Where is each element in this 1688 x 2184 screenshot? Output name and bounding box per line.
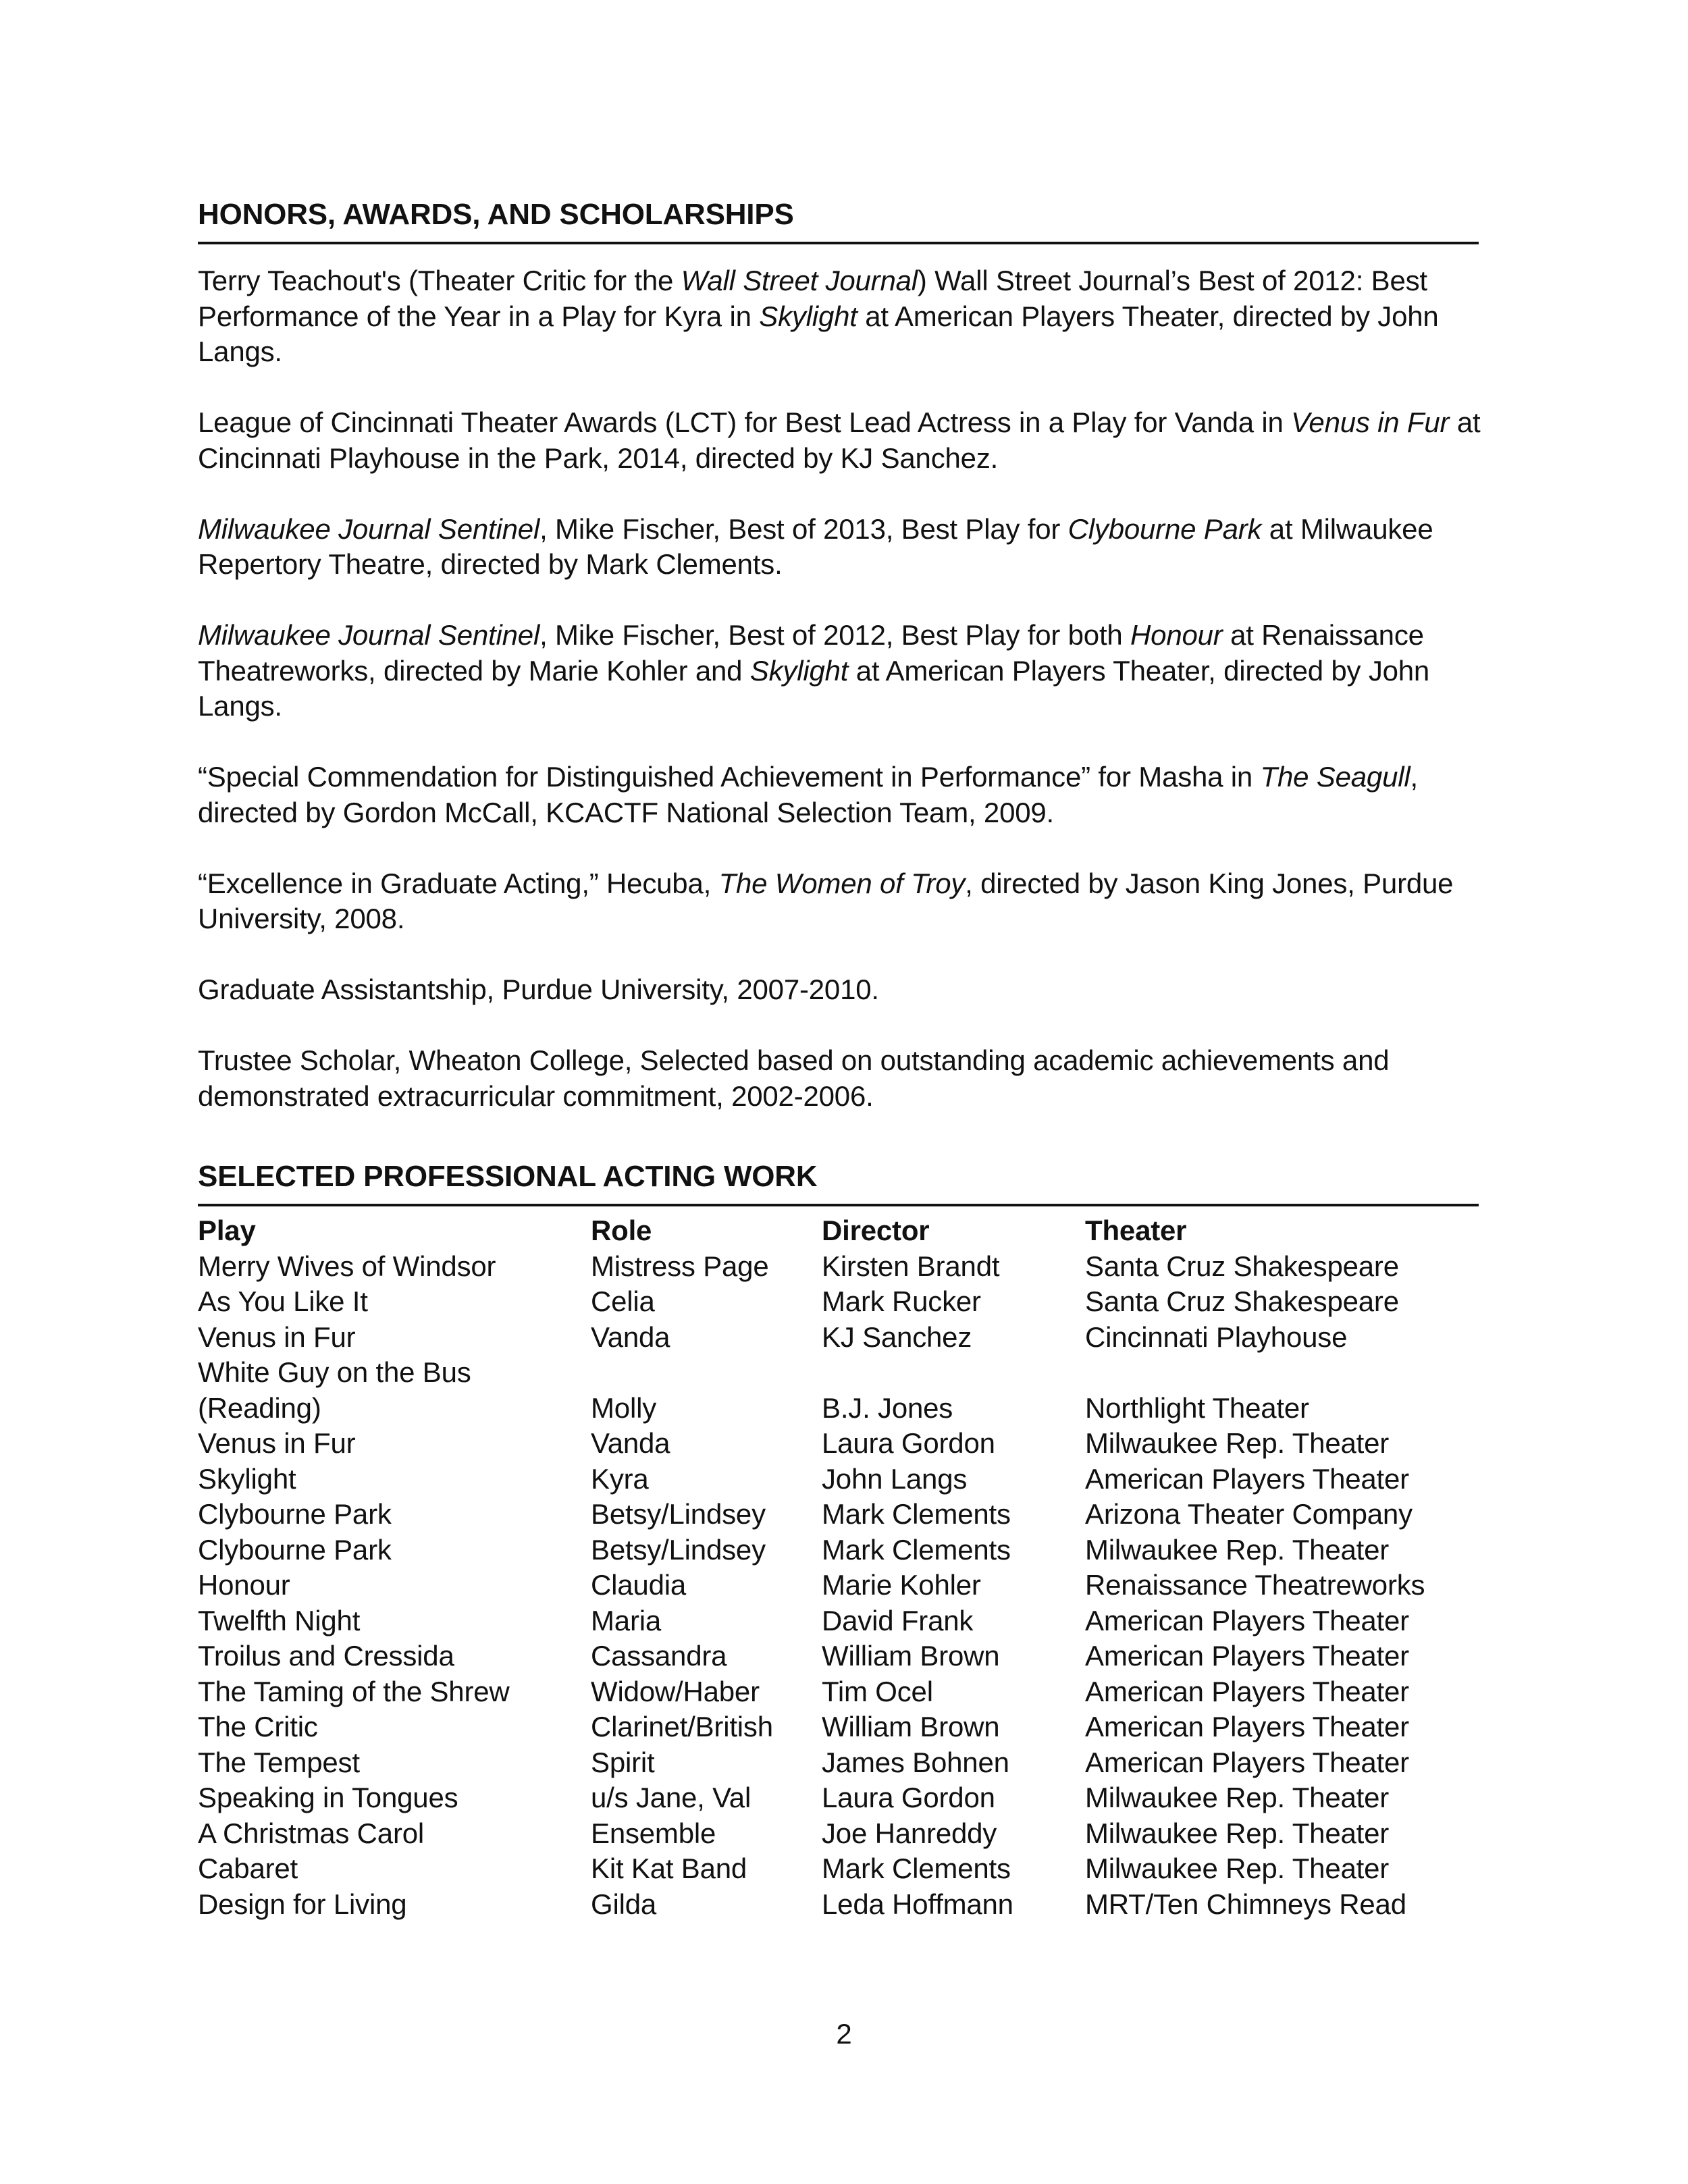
cell-director: KJ Sanchez — [822, 1321, 972, 1353]
cell-theater — [1085, 1355, 1481, 1391]
acting-table — [198, 1213, 1481, 1922]
cell-director: Mark Rucker — [822, 1285, 981, 1317]
table-row — [198, 1355, 1481, 1391]
cell-director: Laura Gordon — [822, 1782, 995, 1813]
cell-play: Cabaret — [198, 1853, 298, 1884]
cell-play: The Tempest — [198, 1746, 360, 1778]
honor-entry: “Excellence in Graduate Acting,” Hecuba, The Women of Troy, directed by Jason King Jones, Purdue University, 2008. — [198, 867, 1454, 934]
honor-entry: Milwaukee Journal Sentinel, Mike Fischer, Best of 2013, Best Play for Clybourne Park at Milwaukee Repertory Theatre, directed by Mark Clements. — [198, 512, 1433, 580]
cell-play: Venus in Fur — [198, 1321, 356, 1353]
table-row — [198, 1816, 1481, 1852]
cell-theater: American Players Theater — [1085, 1640, 1409, 1672]
table-row — [198, 1568, 1481, 1603]
cell-play: Clybourne Park — [198, 1498, 392, 1530]
cell-theater: Renaissance Theatreworks — [1085, 1569, 1425, 1601]
honor-entry: Trustee Scholar, Wheaton College, Selected based on outstanding academic achievements and demonstrated extracurricular commitment, 2002-2006. — [198, 1044, 1390, 1112]
cell-role: Ensemble — [591, 1817, 716, 1849]
honors-list — [198, 263, 1487, 1150]
cell-play: Design for Living — [198, 1888, 407, 1920]
cell-director: Mark Clements — [822, 1498, 1011, 1530]
cell-play: Skylight — [198, 1462, 296, 1495]
honor-entry: Graduate Assistantship, Purdue University, 2007-2010. — [198, 974, 879, 1005]
cell-theater: American Players Theater — [1085, 1462, 1409, 1495]
acting-rows — [198, 1249, 1481, 1923]
cell-role: Molly — [591, 1391, 657, 1424]
honor-entry: League of Cincinnati Theater Awards (LCT) for Best Lead Actress in a Play for Vanda in Venus in Fur at Cincinnati Playhouse in the Park, 2014, directed by KJ Sanchez. — [198, 406, 1481, 474]
cell-role: Widow/Haber — [591, 1675, 760, 1707]
cell-theater: Cincinnati Playhouse — [1085, 1321, 1348, 1353]
column-header-theater: Theater — [1085, 1215, 1187, 1246]
cell-role: Spirit — [591, 1746, 655, 1778]
cell-director: William Brown — [822, 1640, 1000, 1672]
cell-director: Tim Ocel — [822, 1675, 933, 1707]
cell-play: Honour — [198, 1569, 290, 1601]
table-row — [198, 1603, 1481, 1639]
cell-director: Kirsten Brandt — [822, 1250, 1000, 1282]
table-row — [198, 1462, 1481, 1497]
column-header-director: Director — [822, 1215, 930, 1246]
table-row — [198, 1497, 1481, 1533]
cell-play: Speaking in Tongues — [198, 1782, 458, 1813]
cell-theater: American Players Theater — [1085, 1711, 1409, 1742]
cell-director — [822, 1355, 1085, 1391]
cell-director: John Langs — [822, 1462, 968, 1495]
cell-theater: American Players Theater — [1085, 1604, 1409, 1636]
cell-director: William Brown — [822, 1711, 1000, 1742]
cell-theater: Northlight Theater — [1085, 1391, 1309, 1424]
cell-play: Twelfth Night — [198, 1604, 361, 1636]
table-row — [198, 1320, 1481, 1356]
page-number: 2 — [836, 2018, 852, 2050]
cell-play: The Taming of the Shrew — [198, 1675, 510, 1707]
table-row — [198, 1780, 1481, 1816]
cell-role: Mistress Page — [591, 1250, 769, 1282]
honor-entry: Milwaukee Journal Sentinel, Mike Fischer, Best of 2012, Best Play for both Honour at Renaissance Theatreworks, directed by Marie Kohler and Skylight at American Players Theater, directed by John Langs. — [198, 619, 1430, 722]
cell-role: Claudia — [591, 1569, 687, 1601]
table-row — [198, 1249, 1481, 1285]
cell-play: White Guy on the Bus — [198, 1356, 471, 1388]
cell-play: Clybourne Park — [198, 1533, 392, 1566]
cell-theater: Milwaukee Rep. Theater — [1085, 1427, 1390, 1459]
cell-role: Vanda — [591, 1321, 670, 1353]
cell-role: Betsy/Lindsey — [591, 1533, 766, 1566]
cell-play: A Christmas Carol — [198, 1817, 425, 1849]
cell-theater: Milwaukee Rep. Theater — [1085, 1533, 1390, 1566]
cell-theater: American Players Theater — [1085, 1746, 1409, 1778]
cell-play: Venus in Fur — [198, 1427, 356, 1459]
column-header-play: Play — [198, 1215, 256, 1246]
cell-theater: Milwaukee Rep. Theater — [1085, 1853, 1390, 1884]
table-row — [198, 1426, 1481, 1462]
cell-director: Mark Clements — [822, 1533, 1011, 1566]
cell-director: Mark Clements — [822, 1853, 1011, 1884]
table-row — [198, 1391, 1481, 1427]
table-row — [198, 1851, 1481, 1887]
table-header-row — [198, 1213, 1481, 1249]
table-row — [198, 1709, 1481, 1745]
cell-role: Clarinet/British — [591, 1711, 773, 1742]
cell-role: Betsy/Lindsey — [591, 1498, 766, 1530]
table-row — [198, 1887, 1481, 1923]
cell-theater: Arizona Theater Company — [1085, 1498, 1413, 1530]
honor-entry: Terry Teachout's (Theater Critic for the Wall Street Journal) Wall Street Journal’s Best of 2012: Best Performance of the Year in a Play for Kyra in Skylight at American Players Theater, directed by John Langs. — [198, 265, 1439, 367]
honors-heading: HONORS, AWARDS, AND SCHOLARSHIPS — [198, 198, 1479, 244]
cell-role: Cassandra — [591, 1640, 727, 1672]
cell-theater: Milwaukee Rep. Theater — [1085, 1782, 1390, 1813]
cell-role: Gilda — [591, 1888, 657, 1920]
table-row — [198, 1284, 1481, 1320]
cell-role: Kyra — [591, 1462, 649, 1495]
cell-play: Merry Wives of Windsor — [198, 1250, 496, 1282]
cell-play: As You Like It — [198, 1285, 368, 1317]
cell-role: Kit Kat Band — [591, 1853, 747, 1884]
cell-director: Marie Kohler — [822, 1569, 981, 1601]
cell-director: James Bohnen — [822, 1746, 1009, 1778]
table-row — [198, 1639, 1481, 1674]
cell-theater: MRT/Ten Chimneys Read — [1085, 1888, 1406, 1920]
cell-role: Vanda — [591, 1427, 670, 1459]
table-row — [198, 1745, 1481, 1781]
cell-theater: American Players Theater — [1085, 1675, 1409, 1707]
table-row — [198, 1674, 1481, 1710]
cell-theater: Milwaukee Rep. Theater — [1085, 1817, 1390, 1849]
cell-play: Troilus and Cressida — [198, 1640, 454, 1672]
cell-play: The Critic — [198, 1711, 318, 1742]
cell-director: Joe Hanreddy — [822, 1817, 997, 1849]
cell-role: Celia — [591, 1285, 655, 1317]
cell-director: Leda Hoffmann — [822, 1888, 1013, 1920]
cell-director: David Frank — [822, 1604, 974, 1636]
acting-heading: SELECTED PROFESSIONAL ACTING WORK — [198, 1160, 1479, 1206]
cell-director: Laura Gordon — [822, 1427, 995, 1459]
cell-director: B.J. Jones — [822, 1391, 953, 1424]
cell-role: u/s Jane, Val — [591, 1782, 751, 1813]
table-row — [198, 1533, 1481, 1568]
cell-role: Maria — [591, 1604, 662, 1636]
cell-theater: Santa Cruz Shakespeare — [1085, 1285, 1399, 1317]
column-header-role: Role — [591, 1215, 652, 1246]
cell-role — [591, 1355, 822, 1391]
honor-entry: “Special Commendation for Distinguished Achievement in Performance” for Masha in The Seagull, directed by Gordon McCall, KCACTF National Selection Team, 2009. — [198, 761, 1418, 828]
cell-theater: Santa Cruz Shakespeare — [1085, 1250, 1399, 1282]
cell-play: (Reading) — [198, 1391, 321, 1424]
